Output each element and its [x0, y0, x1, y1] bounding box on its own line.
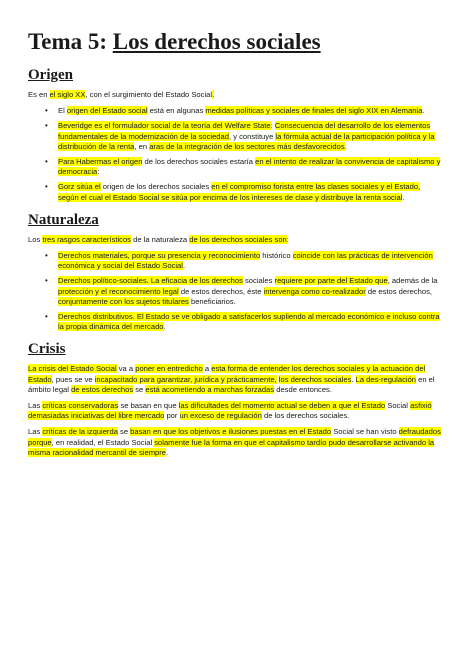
- text-segment: , pues se ve: [51, 374, 95, 384]
- text-segment: de estos derechos, éste: [178, 286, 264, 296]
- text-segment: :: [286, 234, 289, 244]
- crisis-paragraph: [28, 427, 442, 458]
- section-heading-naturaleza: Naturaleza: [28, 211, 99, 228]
- text-segment: El: [58, 106, 67, 116]
- section-crisis: [28, 340, 442, 458]
- highlighted-text: en el intento de realizar la convivencia de capitalismo y democracia: [58, 157, 441, 177]
- text-segment: de la naturaleza: [130, 234, 190, 244]
- highlighted-text: origen del Estado social: [66, 106, 148, 116]
- highlighted-text: críticas conservadoras: [42, 401, 119, 411]
- highlighted-text: Gorz sitúa el: [58, 182, 101, 192]
- text-segment: .: [344, 141, 347, 151]
- crisis-paragraph: [28, 364, 442, 395]
- text-segment: .: [166, 447, 169, 457]
- highlighted-text: protección y el reconocimiento legal: [58, 286, 179, 296]
- text-segment: , y constituye: [228, 131, 276, 141]
- highlighted-text: Derechos distributivos. El Estado se ve obligado a satisfacerlos supliendo al mercado económico e incluso contra la propia dinámica del mercado: [58, 312, 440, 332]
- highlighted-text: Beveridge es el formulador social de la teoría del Welfare State: [58, 121, 271, 131]
- naturaleza-bullet: [58, 251, 442, 271]
- origen-bullet: [58, 106, 442, 116]
- text-segment: por: [164, 411, 180, 421]
- text-segment: Las: [28, 427, 43, 437]
- text-segment: se: [117, 427, 131, 437]
- title-main: Los derechos sociales: [112, 29, 321, 54]
- text-segment: .: [402, 192, 405, 202]
- text-segment: va a: [116, 364, 136, 374]
- naturaleza-bullet: [58, 312, 442, 332]
- text-segment: , en realidad, el Estado Social: [51, 437, 155, 447]
- text-segment: .: [351, 374, 356, 384]
- text-segment: se basan en que: [118, 401, 179, 411]
- text-segment: .: [422, 106, 425, 116]
- text-segment: origen de los derechos sociales: [100, 182, 212, 192]
- highlighted-text: basan en que los objetivos e ilusiones puestas en el Estado: [130, 427, 332, 437]
- text-segment: , en: [134, 141, 150, 151]
- text-segment: está en algunas: [147, 106, 206, 116]
- text-segment: de los derechos sociales estaría: [142, 157, 256, 167]
- text-segment: Social: [385, 401, 411, 411]
- highlighted-text: Para Habermas el origen: [58, 157, 143, 167]
- section-naturaleza: [28, 211, 442, 333]
- highlighted-text: La des-regulación: [355, 374, 416, 384]
- highlighted-text: críticas de la izquierda: [42, 427, 118, 437]
- highlighted-text: asfixió demasiadas iniciativas del libre mercado: [28, 401, 432, 421]
- highlighted-text: requiere por parte del Estado que: [274, 276, 388, 286]
- highlighted-text: de estos derechos: [71, 384, 134, 394]
- highlighted-text: en el compromiso forista entre las clases sociales y el Estado, según el cual el Estado Social se sitúa por encima de los intereses de clase y distribuye la renta social: [58, 182, 421, 202]
- highlighted-text: incapacitado para garantizar, jurídica y prácticamente,: [94, 374, 277, 384]
- naturaleza-intro: [28, 235, 442, 245]
- text-segment: histórico: [260, 251, 293, 261]
- text-segment: desde entonces.: [274, 384, 332, 394]
- highlighted-text: un exceso de regulación: [179, 411, 262, 421]
- text-segment: .: [182, 261, 186, 271]
- highlighted-text: esta forma de entender los derechos sociales y la actuación del Estado: [28, 364, 426, 384]
- highlighted-text: la fórmula actual de la participación política y la distribución de la renta: [58, 131, 435, 151]
- text-segment: a: [202, 364, 212, 374]
- text-segment: de los derechos sociales.: [261, 411, 350, 421]
- naturaleza-list: [28, 251, 442, 332]
- highlighted-text: Derechos político-sociales. La eficacia de los derechos: [58, 276, 243, 286]
- highlighted-text: el siglo XX: [49, 90, 86, 99]
- highlighted-text: Derechos materiales, porque su presencia y reconocimiento: [58, 251, 261, 261]
- text-segment: de estos derechos,: [365, 286, 433, 296]
- highlighted-text: coincide con las prácticas de intervención económica y social del Estado Social: [58, 251, 433, 271]
- text-segment: Es en: [28, 90, 50, 99]
- section-heading-crisis: Crisis: [28, 341, 66, 358]
- text-segment: en el ámbito legal: [28, 374, 435, 394]
- text-segment: Social se han visto: [331, 427, 399, 437]
- text-segment: , además de la: [387, 276, 438, 286]
- highlighted-text: los derechos sociales: [278, 374, 352, 384]
- origen-list: [28, 106, 442, 203]
- highlighted-text: intervenga como co-realizador: [263, 286, 366, 296]
- text-segment: :: [270, 121, 275, 131]
- text-segment: sociales: [242, 276, 275, 286]
- naturaleza-bullet: [58, 276, 442, 307]
- highlighted-text: La crisis del Estado Social: [28, 364, 117, 374]
- page-title: [28, 28, 442, 56]
- highlighted-text: medidas políticas y sociales de finales del siglo XIX en Alemania: [205, 106, 423, 116]
- highlighted-text: .: [212, 90, 215, 99]
- text-segment: Las: [28, 401, 43, 411]
- text-segment: , con el surgimiento del Estado Social: [85, 90, 213, 99]
- title-prefix: Tema 5:: [28, 29, 108, 54]
- origen-bullet: [58, 157, 442, 177]
- highlighted-text: está acometiendo a marchas forzadas: [145, 384, 275, 394]
- text-segment: se: [133, 384, 146, 394]
- origen-bullet: [58, 121, 442, 152]
- highlighted-text: las dificultades del momento actual se deben a que el Estado: [178, 401, 386, 411]
- text-segment: Los: [28, 234, 43, 244]
- highlighted-text: poner en entredicho: [135, 364, 203, 374]
- highlighted-text: tres rasgos característicos: [42, 234, 131, 244]
- highlighted-text: Consecuencia del desarrollo de los elementos fundamentales de la modernización de la sociedad: [58, 121, 431, 141]
- origen-intro: [28, 90, 442, 100]
- highlighted-text: solamente fue la forma en que el capitalismo tardío pudo desarrollarse activando la misma racionalidad mercantil de siempre: [28, 437, 435, 457]
- origen-bullet: [58, 182, 442, 202]
- section-heading-origen: Origen: [28, 67, 73, 83]
- highlighted-text: conjuntamente con los sujetos titulares: [58, 296, 189, 306]
- highlighted-text: de los derechos sociales son: [189, 234, 287, 244]
- highlighted-text: aras de la integración de los sectores más desfavorecidos: [149, 141, 345, 151]
- highlighted-text: defraudados porque: [28, 427, 441, 447]
- text-segment: .: [163, 322, 166, 332]
- section-origen: [28, 66, 442, 203]
- crisis-paragraph: [28, 401, 442, 421]
- text-segment: :: [97, 167, 100, 177]
- text-segment: beneficiarios.: [188, 296, 236, 306]
